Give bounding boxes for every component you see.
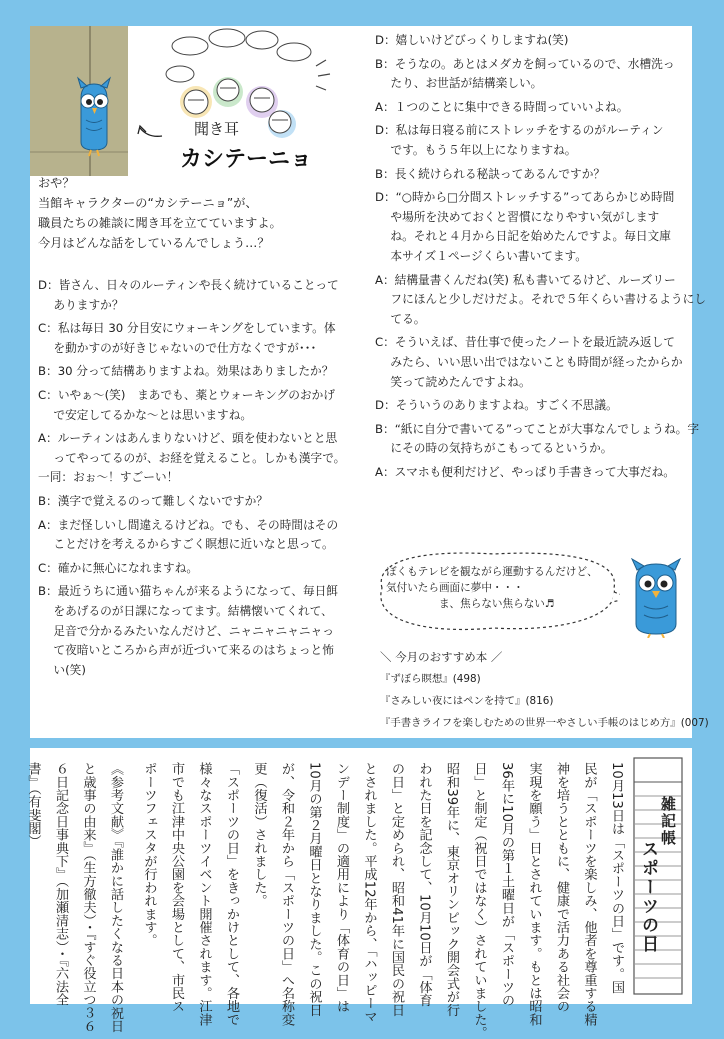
dialogue-line: C：いやぁ～(笑) まあでも、薬とウォーキングのおかげ <box>38 387 335 402</box>
column-line: 書』（有斐閣） <box>25 762 41 848</box>
dialogue-line: B：漢字で覚えるのって難しくないですか？ <box>38 493 268 508</box>
dialogue-line: D：そういうのありますよね。すごく不思議。 <box>375 398 618 413</box>
dialogue-line: C：確かに無心になれますね。 <box>38 560 199 575</box>
heading-small: 聞き耳 <box>194 120 240 138</box>
column-line: 市でも江津中央公園を会場として、市民ス <box>169 762 184 1013</box>
dialogue-line: 笑って読めたんですよね。 <box>375 374 531 389</box>
dialogue-line: フにほんと少しだけだよ。それで５年くらい書けるようにし <box>375 292 706 307</box>
dialogue-line: A：スマホも便利だけど、やっぱり手書きって大事だね。 <box>375 464 675 479</box>
column-line: 更（復活）されました。 <box>251 762 267 908</box>
column-line: 昭和39年に、東京オリンピック開会式が行 <box>444 762 459 1017</box>
dialogue-line: A：結構量書くんだね(笑) 私も書いてるけど、ルーズリー <box>375 272 676 287</box>
speech-balloons <box>166 29 311 82</box>
bubble-line: ぼくもテレビを観ながら運動するんだけど、 <box>386 566 598 578</box>
conversation-left <box>38 276 376 680</box>
dialogue-line: ね。それと４月から日記を始めたんですよ。毎日文庫 <box>375 229 671 244</box>
book-title: 『手書きライフを楽しむための世界一やさしい手帳のはじめ方』(007) <box>380 717 709 729</box>
column-line: 神を培うとともに、健康で活力ある社会の <box>554 762 569 1013</box>
dialogue-line: C：そういえば、昔仕事で使ったノートを最近読み返して <box>375 335 675 350</box>
column-line: ポーツフェスタが行われます。 <box>141 762 157 947</box>
dialogue-line: A：ルーティンはあんまりないけど、頭を使わないとと思 <box>38 431 338 446</box>
bubble-line: 気付いたら画面に夢中・・・ <box>386 582 524 594</box>
owl-character <box>78 78 110 156</box>
heading-large: カシテーニョ <box>180 147 313 172</box>
intro <box>38 173 368 253</box>
column-title: スポーツの日 <box>638 840 658 954</box>
dialogue-line: 一同：おぉ～！すごーい！ <box>38 470 179 485</box>
column-line: が、令和２年から「スポーツの日」へ名称変 <box>279 762 294 1026</box>
dialogue-line: A：１つのことに集中できる時間っていいよね。 <box>375 99 629 114</box>
dialogue-line: D：嬉しいけどびっくりしますね(笑) <box>375 33 569 47</box>
column-line: 様々なスポーツイベント開催されます。江津 <box>196 762 212 1026</box>
recommended-books <box>380 646 709 734</box>
dialogue-line: D：皆さん、日々のルーティンや長く続けていることって <box>38 278 339 292</box>
column-line: 《参考文献》『誰かに話したくなる日本の祝日 <box>108 762 123 1033</box>
dialogue-line: D：私は毎日寝る前にストレッチをするのがルーティン <box>375 123 664 138</box>
column-line: 10月13日は「スポーツの日」です。国 <box>609 762 624 994</box>
column-line: 10月の第２月曜日となりました。この祝日 <box>306 762 322 1017</box>
column-line: とされました。平成12年から、「ハッピーマ <box>361 762 377 1023</box>
dialogue-line: ありますか？ <box>38 297 124 312</box>
dialogue-line: てる。 <box>375 311 426 326</box>
bubble-text <box>386 564 598 612</box>
intro-line: 当館キャラクターの“カシテーニョ”が、 <box>38 196 258 210</box>
column-line: ６日記念日事典下』（加瀬清志）・『六法全 <box>53 762 68 1007</box>
owl-mascot <box>626 558 686 638</box>
book-title: 『ずぼら瞑想』(498) <box>380 673 481 685</box>
dialogue-line: 本サイズ１ページくらい書いてます。 <box>375 248 587 263</box>
column-line: 実現を願う」日とされています。もとは昭和 <box>526 762 542 1026</box>
bubble-line: ま、焦らない焦らない♬ <box>386 598 555 610</box>
intro-line: 職員たちの雑談に聞き耳を立てていますよ。 <box>38 216 282 230</box>
column-line: の日」と定められ、昭和41年に国民の祝日 <box>389 762 404 1017</box>
column-label: 雑記帳 <box>659 796 677 847</box>
dialogue-line: にその時の気持ちがこもってるというか。 <box>375 441 613 456</box>
column-line: われた日を記念して、10月10日が「体育 <box>416 762 432 1007</box>
column-line: 日」と制定（祝日ではなく）されていました。 <box>471 762 487 1039</box>
dialogue-line: C：私は毎日 30 分目安にウォーキングをしています。体 <box>38 321 336 336</box>
dialogue-line: を動かすのが好きじゃないので仕方なくですが･･･ <box>38 340 317 355</box>
dialogue-line: で安定してるかな～とは思いますね。 <box>38 407 253 422</box>
dialogue-line: い(笑) <box>38 662 86 677</box>
dialogue-line: A：まだ怪しいし間違えるけどね。でも、その時間はその <box>38 517 339 532</box>
intro-line: 今月はどんな話をしているんでしょう…？ <box>38 236 270 250</box>
column-line: ンデー制度」の適用により「体育の日」は <box>334 762 349 1013</box>
dialogue-line: たり、お世話が結構楽しい。 <box>375 76 543 91</box>
dialogue-line: B：30 分って結構ありますよね。効果はありましたか？ <box>38 364 334 379</box>
conversation-right <box>375 31 706 482</box>
column-line: 36年に10月の第１土曜日が「スポーツの <box>499 762 514 1007</box>
dialogue-line: や場所を決めておくと習慣になりやすい気がします <box>375 209 660 224</box>
dialogue-line: B：“紙に自分で書いてる”ってことが大事なんでしょうね。字 <box>375 421 700 436</box>
column-title-box <box>632 756 684 996</box>
column-sheet <box>25 748 692 1039</box>
intro-line: おや？ <box>38 176 75 190</box>
dialogue-line: ってやってるのが、お経を覚えること。しかも漢字で。 <box>38 450 346 465</box>
column-line: と歳事の由来』（生方徹夫）・『すぐ役立つ３６ <box>80 762 96 1033</box>
dialogue-line: です。もう５年以上になりますね。 <box>375 142 577 157</box>
dialogue-line: 足音で分かるみたいなんだけど、ニャニャニャニャっ <box>38 623 334 638</box>
dialogue-line: D：“○時から□分間ストレッチする”ってあらかじめ時間 <box>375 190 675 205</box>
dialogue-line: B：長く続けられる秘訣ってあるんですか？ <box>375 166 606 181</box>
dialogue-line: B：最近うちに通い猫ちゃんが来るようになって、毎日餌 <box>38 584 338 599</box>
doorway <box>30 26 128 176</box>
dialogue-line: て夜暗いところから声が近づいて来るのはちょっと怖 <box>38 643 334 658</box>
column-line: 「スポーツの日」をきっかけとして、各地で <box>224 762 239 1026</box>
dialogue-line: ことだけを考えるからすごく瞑想に近いなと思って。 <box>38 537 334 552</box>
column-line: 民が「スポーツを楽しみ、他者を尊重する精 <box>581 762 597 1026</box>
book-title: 『さみしい夜にはペンを持て』(816) <box>380 695 554 707</box>
recommend-heading: ＼ 今月のおすすめ本 ／ <box>380 650 503 664</box>
dialogue-line: をあげるのが日課になってます。結構懐いてくれて、 <box>38 603 333 618</box>
dialogue-line: みたら、いい思い出ではないことも時間が経ったからか <box>375 354 683 369</box>
dialogue-line: B：そうなの。あとはメダカを飼っているので、水槽洗っ <box>375 56 675 71</box>
main-sheet <box>30 26 709 738</box>
header-illustration <box>30 26 370 176</box>
